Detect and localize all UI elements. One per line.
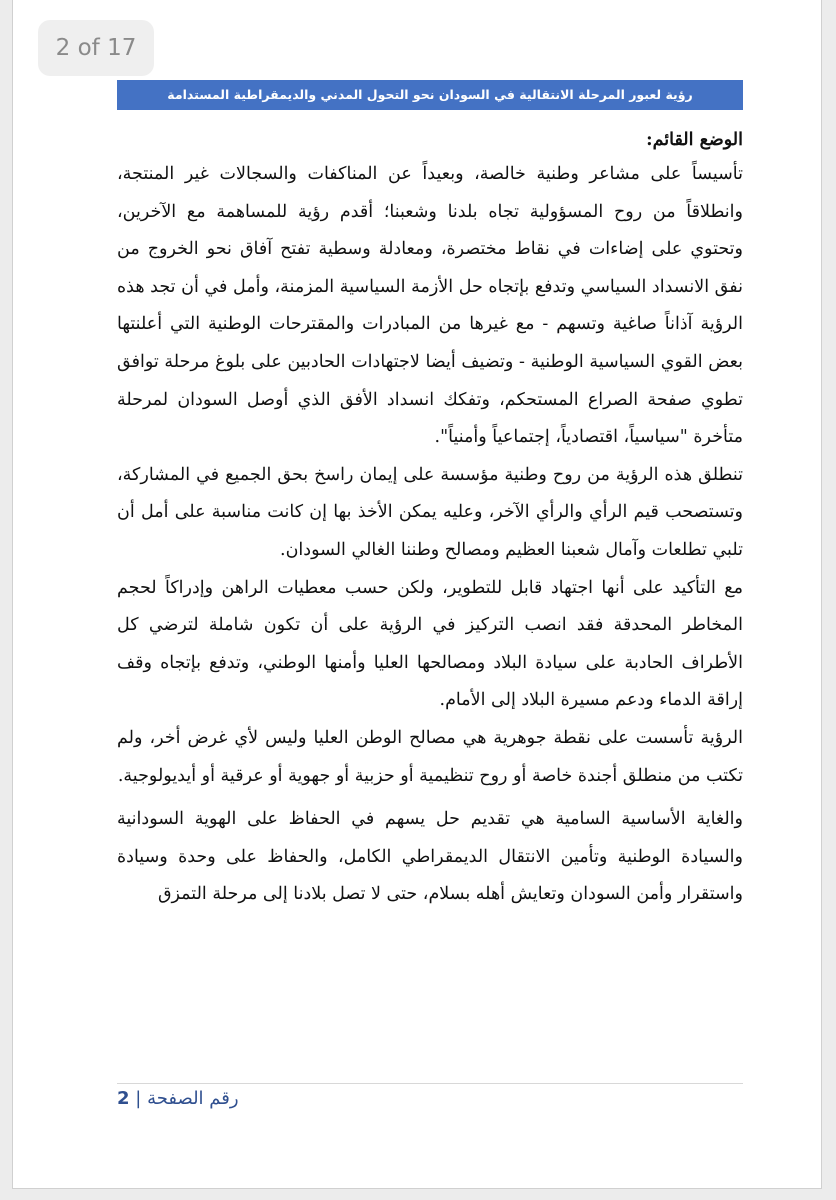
paragraph-3: مع التأكيد على أنها اجتهاد قابل للتطوير، ولكن حسب معطيات الراهن وإدراكاً لحجم المخاطر المحدقة فقد انصب التركيز في الرؤية على أن تكون شاملة لترضي كل الأطراف الحادبة على سيادة البلاد ومصالحها العليا وأمنها الوطني، وتدفع بإتجاه وقف إراقة الدماء ودعم مسيرة البلاد إلى الأمام. — [117, 577, 743, 711]
header-banner: رؤية لعبور المرحلة الانتقالية في السودان نحو التحول المدني والديمقراطية المستدامة — [117, 80, 743, 110]
footer-page-number: 2 — [117, 1088, 130, 1109]
page-content — [117, 124, 743, 914]
page-indicator: 2 of 17 — [38, 20, 154, 76]
paragraph-5: والغاية الأساسية السامية هي تقديم حل يسهم في الحفاظ على الهوية السودانية والسيادة الوطنية وتأمين الانتقال الديمقراطي الكامل، والحفاظ على وحدة وسيادة واستقرار وأمن السودان وتعايش أهله بسلام، حتى لا تصل بلادنا إلى مرحلة التمزق — [117, 809, 743, 905]
footer-label: رقم الصفحة — [147, 1088, 239, 1109]
paragraph-2: تنطلق هذه الرؤية من روح وطنية مؤسسة على إيمان راسخ بحق الجميع في المشاركة، وتستصحب قيم الرأي والرأي الآخر، وعليه يمكن الأخذ بها إن كانت مناسبة على أمل أن تلبي تطلعات وآمال شعبنا العظيم ومصالح وطننا الغالي السودان. — [117, 464, 743, 560]
document-page — [12, 0, 822, 1189]
section-heading: الوضع القائم: — [646, 130, 743, 150]
footer-separator: | — [135, 1088, 142, 1109]
footer-divider — [117, 1083, 743, 1084]
paragraph-4: الرؤية تأسست على نقطة جوهرية هي مصالح الوطن العليا وليس لأي غرض أخر، ولم تكتب من منطلق أجندة خاصة أو روح تنظيمية أو حزبية أو جهوية أو عرقية أو أيديولوجية. — [117, 727, 743, 786]
paragraph-1: تأسيساً على مشاعر وطنية خالصة، وبعيداً عن المناكفات والسجالات غير المنتجة، وانطلاقاً من روح المسؤولية تجاه بلدنا وشعبنا؛ أقدم رؤية للمساهمة مع الآخرين، وتحتوي على إضاءات في نقاط مختصرة، ومعادلة وسطية تفتح آفاق نحو الخروج من نفق الانسداد السياسي وتدفع بإتجاه حل الأزمة السياسية المزمنة، وأمل في أن تجد هذه الرؤية آذاناً صاغية وتسهم - مع غيرها من المبادرات والمقترحات الوطنية التي أعلنتها بعض القوي السياسية الوطنية - وتضيف أيضا لاجتهادات الحادبين على بلوغ مرحلة توافق تطوي صفحة الصراع المستحكم، وتفكك انسداد الأفق الذي أوصل السودان لمرحلة متأخرة "سياسياً، اقتصادياً، إجتماعياً وأمنياً". — [117, 164, 743, 448]
page-footer — [117, 1088, 239, 1109]
